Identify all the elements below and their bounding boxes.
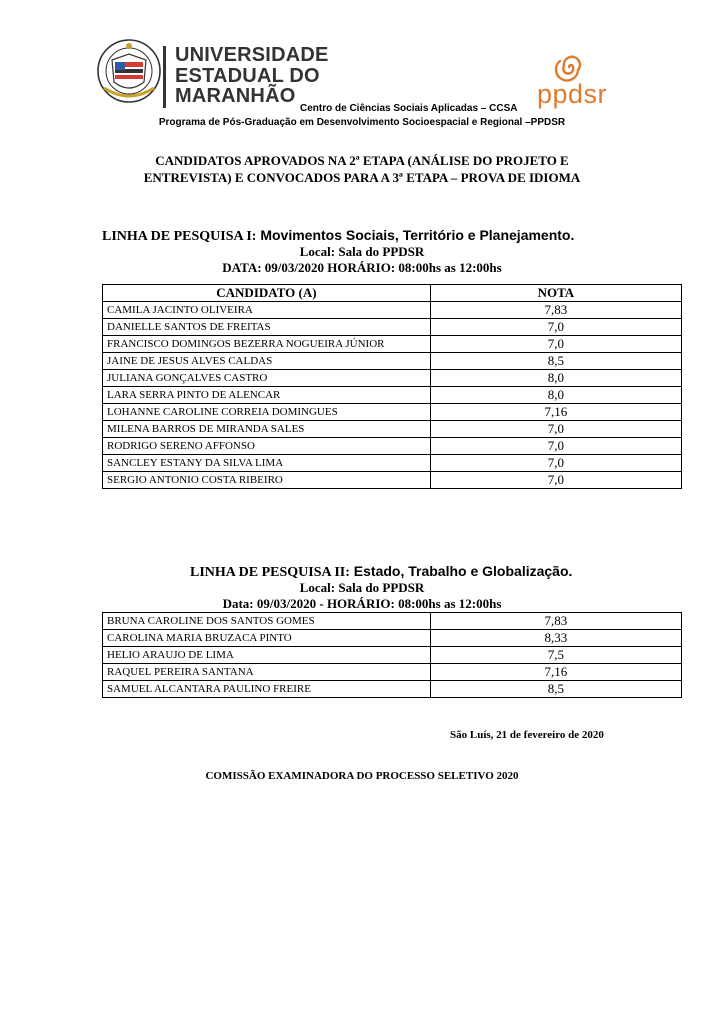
title-line-2: ENTREVISTA) E CONVOCADOS PARA A 3ª ETAPA – PROVA DE IDIOMA bbox=[143, 170, 581, 185]
candidate-grade: 8,0 bbox=[430, 387, 681, 404]
ppdsr-logo-text: ppdsr bbox=[537, 79, 608, 109]
table-row bbox=[103, 681, 682, 698]
candidate-name: RAQUEL PEREIRA SANTANA bbox=[103, 664, 431, 681]
candidate-name: LOHANNE CAROLINE CORREIA DOMINGUES bbox=[103, 404, 431, 421]
candidate-grade: 8,0 bbox=[430, 370, 681, 387]
section1-schedule: DATA: 09/03/2020 HORÁRIO: 08:00hs as 12:00hs bbox=[222, 260, 502, 275]
table-header-row bbox=[103, 285, 682, 302]
candidate-grade: 8,5 bbox=[430, 681, 681, 698]
candidate-name: CAMILA JACINTO OLIVEIRA bbox=[103, 302, 431, 319]
commission-signature: COMISSÃO EXAMINADORA DO PROCESSO SELETIVO 2020 bbox=[205, 770, 519, 782]
section2-schedule: Data: 09/03/2020 - HORÁRIO: 08:00hs as 12:00hs bbox=[222, 596, 502, 611]
uema-seal-logo bbox=[96, 38, 162, 108]
table-row bbox=[103, 302, 682, 319]
university-line-3: MARANHÃO bbox=[175, 85, 296, 107]
title-line-1: CANDIDATOS APROVADOS NA 2ª ETAPA (ANÁLISE DO PROJETO E bbox=[155, 153, 569, 168]
column-header-grade: NOTA bbox=[430, 285, 681, 302]
candidate-name: BRUNA CAROLINE DOS SANTOS GOMES bbox=[103, 613, 431, 630]
table-row bbox=[103, 353, 682, 370]
section2-heading bbox=[190, 563, 572, 581]
candidate-grade: 7,16 bbox=[430, 404, 681, 421]
university-line-1: UNIVERSIDADE bbox=[175, 44, 329, 66]
candidate-grade: 8,33 bbox=[430, 630, 681, 647]
table-row bbox=[103, 630, 682, 647]
table-row bbox=[103, 455, 682, 472]
candidate-grade: 7,0 bbox=[430, 455, 681, 472]
table-row bbox=[103, 319, 682, 336]
place-date: São Luís, 21 de fevereiro de 2020 bbox=[450, 729, 604, 741]
candidate-grade: 7,0 bbox=[430, 421, 681, 438]
candidate-name: JAINE DE JESUS ALVES CALDAS bbox=[103, 353, 431, 370]
table-row bbox=[103, 421, 682, 438]
section2-table bbox=[102, 612, 682, 698]
candidate-name: DANIELLE SANTOS DE FREITAS bbox=[103, 319, 431, 336]
section1-heading bbox=[102, 227, 574, 245]
candidate-grade: 7,0 bbox=[430, 472, 681, 489]
candidate-name: JULIANA GONÇALVES CASTRO bbox=[103, 370, 431, 387]
program-name: Programa de Pós-Graduação em Desenvolvimento Socioespacial e Regional –PPDSR bbox=[158, 117, 566, 128]
center-name: Centro de Ciências Sociais Aplicadas – CCSA bbox=[300, 103, 518, 114]
table-row bbox=[103, 664, 682, 681]
candidate-grade: 7,5 bbox=[430, 647, 681, 664]
candidate-name: MILENA BARROS DE MIRANDA SALES bbox=[103, 421, 431, 438]
candidate-grade: 8,5 bbox=[430, 353, 681, 370]
table-row bbox=[103, 438, 682, 455]
university-line-2: ESTADUAL DO bbox=[175, 64, 320, 87]
candidate-grade: 7,16 bbox=[430, 664, 681, 681]
column-header-candidate: CANDIDATO (A) bbox=[103, 285, 431, 302]
candidate-name: LARA SERRA PINTO DE ALENCAR bbox=[103, 387, 431, 404]
candidate-name: SERGIO ANTONIO COSTA RIBEIRO bbox=[103, 472, 431, 489]
candidate-grade: 7,83 bbox=[430, 613, 681, 630]
table-row bbox=[103, 472, 682, 489]
section1-prefix: LINHA DE PESQUISA I: bbox=[102, 229, 257, 244]
table-row bbox=[103, 647, 682, 664]
candidate-grade: 7,0 bbox=[430, 438, 681, 455]
document-title bbox=[100, 152, 624, 186]
candidate-grade: 7,0 bbox=[430, 319, 681, 336]
candidate-name: CAROLINA MARIA BRUZACA PINTO bbox=[103, 630, 431, 647]
table-row bbox=[103, 387, 682, 404]
candidate-grade: 7,0 bbox=[430, 336, 681, 353]
section2-name: Estado, Trabalho e Globalização. bbox=[349, 563, 573, 579]
section2-prefix: LINHA DE PESQUISA II: bbox=[190, 565, 350, 580]
table-row bbox=[103, 370, 682, 387]
table-row bbox=[103, 613, 682, 630]
candidate-name: RODRIGO SERENO AFFONSO bbox=[103, 438, 431, 455]
logo-divider bbox=[163, 46, 166, 108]
candidate-name: HELIO ARAUJO DE LIMA bbox=[103, 647, 431, 664]
table-row bbox=[103, 404, 682, 421]
candidate-grade: 7,83 bbox=[430, 302, 681, 319]
candidate-name: SAMUEL ALCANTARA PAULINO FREIRE bbox=[103, 681, 431, 698]
ppdsr-spiral-icon bbox=[554, 52, 588, 82]
section1-local: Local: Sala do PPDSR bbox=[299, 244, 425, 259]
section2-local: Local: Sala do PPDSR bbox=[299, 580, 425, 595]
candidate-name: SANCLEY ESTANY DA SILVA LIMA bbox=[103, 455, 431, 472]
table-row bbox=[103, 336, 682, 353]
section1-table bbox=[102, 284, 682, 489]
section1-name: Movimentos Sociais, Território e Planejamento. bbox=[256, 227, 575, 243]
university-name bbox=[175, 45, 329, 107]
candidate-name: FRANCISCO DOMINGOS BEZERRA NOGUEIRA JÚNIOR bbox=[103, 336, 431, 353]
